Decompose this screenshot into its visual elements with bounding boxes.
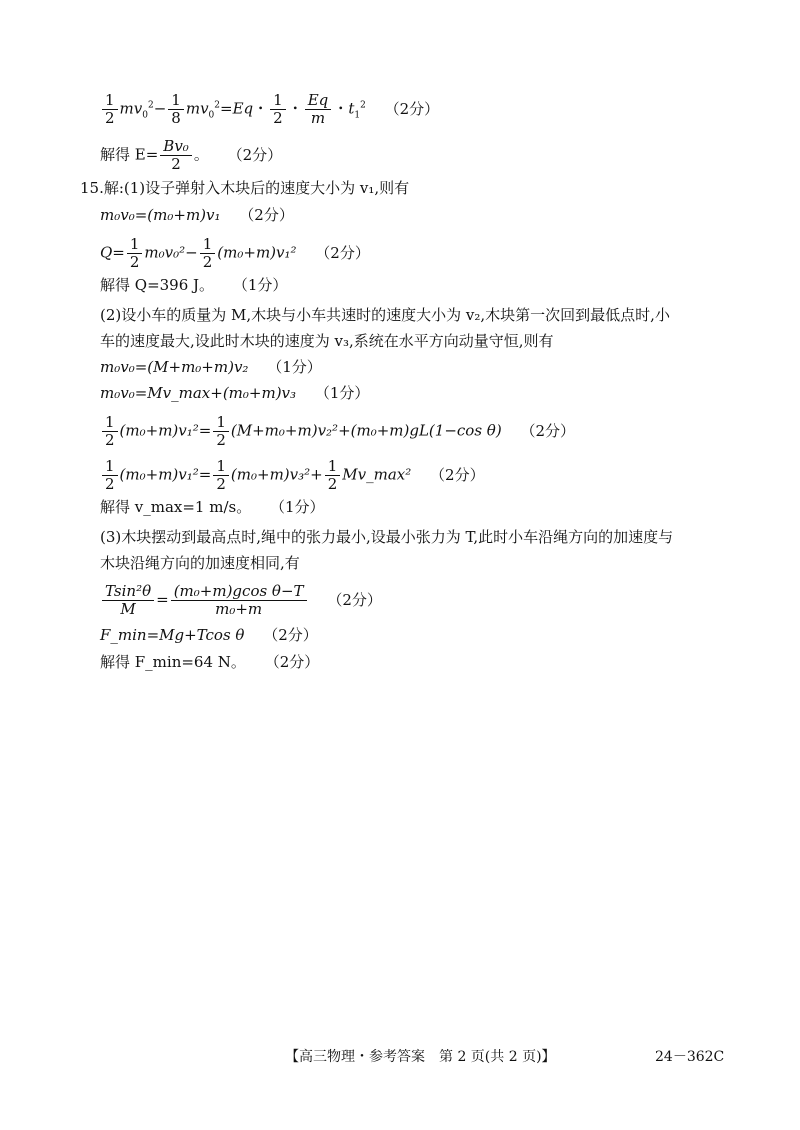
numerator: 1	[168, 92, 184, 110]
fraction	[171, 583, 307, 618]
equation-text: Mv_max²	[342, 465, 412, 484]
numerator: 1	[213, 458, 229, 476]
equation-heat	[100, 236, 370, 271]
question-15-heading: 15.解:(1)设子弹射入木块后的速度大小为 v₁,则有	[80, 179, 410, 197]
solution-line-q	[100, 275, 287, 295]
fraction	[213, 414, 229, 449]
fraction	[127, 236, 143, 271]
score-label: （1分）	[232, 276, 288, 294]
part-3-text-1: (3)木块摆动到最高点时,绳中的张力最小,设最小张力为 T,此时小车沿绳方向的加速度与	[100, 528, 674, 546]
numerator: 1	[200, 236, 216, 254]
fraction	[270, 92, 286, 127]
numerator: 1	[127, 236, 143, 254]
denominator: 2	[105, 431, 115, 449]
equation-text: m₀v₀=Mv_max+(m₀+m)v₃	[100, 384, 297, 402]
solution-text: 解得 F_min=64 N。	[100, 653, 246, 671]
score-label: （2分）	[263, 626, 318, 644]
equation-text: (m₀+m)v₁²=	[119, 465, 212, 484]
score-label: （2分）	[384, 99, 440, 118]
score-label: （2分）	[264, 653, 320, 671]
score-label: （2分）	[227, 145, 283, 164]
numerator: 1	[102, 458, 118, 476]
numerator: 1	[213, 414, 229, 432]
equation-tension	[100, 583, 382, 618]
score-label: （1分）	[270, 498, 325, 516]
fraction	[102, 92, 118, 127]
fraction	[160, 138, 192, 173]
equation-text: m₀v₀²−	[144, 243, 198, 262]
equation-energy-2	[100, 458, 485, 493]
equation-text: m₀v₀=(M+m₀+m)v₂	[100, 358, 249, 376]
numerator: 1	[325, 458, 341, 476]
fraction	[213, 458, 229, 493]
solution-text: 解得 E=	[100, 145, 159, 164]
denominator: 2	[216, 431, 226, 449]
fraction	[102, 414, 118, 449]
fraction	[200, 236, 216, 271]
equation-text: Q=	[100, 243, 125, 262]
equation-line-1: $\frac{1}{2}$ $mv_0^2-$ $\frac{1}{8}$ $mv_0^2=Eq$・ $\frac{1}{2}$ ・ $\frac{Eq}{m}$ ・$t_1^2$ （2分）	[100, 92, 439, 127]
solution-line-e	[100, 138, 282, 173]
equation-momentum-2	[100, 357, 322, 377]
denominator: 2	[202, 253, 213, 271]
equation-momentum-3	[100, 383, 369, 403]
equation-text: m₀v₀=(m₀+m)v₁	[100, 206, 221, 224]
score-label: （2分）	[430, 465, 485, 484]
part-3-text-2: 木块沿绳方向的加速度相同,有	[100, 554, 300, 572]
score-label: （1分）	[267, 358, 322, 376]
numerator: 1	[270, 92, 286, 110]
equation-energy-1	[100, 414, 575, 449]
solution-text: 解得 v_max=1 m/s。	[100, 498, 252, 516]
numerator: Eq	[305, 92, 332, 110]
solution-line-fmin	[100, 652, 319, 672]
equation-text: F_min=Mg+Tcos θ	[100, 626, 245, 644]
part-2-text-1: (2)设小车的质量为 M,木块与小车共速时的速度大小为 v₂,木块第一次回到最低点时,小	[100, 306, 670, 324]
solution-text: 解得 Q=396 J。	[100, 276, 215, 294]
part-2-text-2: 车的速度最大,设此时木块的速度为 v₃,系统在水平方向动量守恒,则有	[100, 332, 554, 350]
denominator: 2	[171, 155, 181, 173]
score-label: （2分）	[520, 421, 576, 440]
numerator: (m₀+m)gcos θ−T	[171, 583, 307, 601]
equation-text: (m₀+m)v₁²	[217, 243, 297, 262]
numerator: Bv₀	[160, 138, 192, 156]
fraction	[168, 92, 184, 127]
period: 。	[193, 145, 209, 164]
page-footer-title: 【高三物理・参考答案 第 2 页(共 2 页)】	[285, 1049, 556, 1065]
equation-text: (m₀+m)v₁²=	[119, 421, 212, 440]
score-label: （2分）	[315, 243, 370, 262]
equation-fmin	[100, 625, 318, 645]
numerator: 1	[102, 92, 118, 110]
equation-text: (m₀+m)v₃²+	[230, 465, 323, 484]
score-label: （1分）	[314, 384, 370, 402]
fraction	[325, 458, 341, 493]
page-footer-code: 24－362C	[655, 1049, 725, 1065]
numerator: 1	[102, 414, 118, 432]
solution-line-vmax	[100, 497, 325, 517]
fraction	[102, 458, 118, 493]
equals-sign: =	[156, 590, 169, 609]
score-label: （2分）	[239, 206, 294, 224]
fraction	[102, 583, 154, 618]
denominator: 2	[105, 109, 115, 127]
denominator: 2	[327, 475, 338, 493]
denominator: 2	[273, 109, 283, 127]
denominator: m₀+m	[215, 600, 263, 618]
denominator: 2	[216, 475, 226, 493]
equation-text: (M+m₀+m)v₂²+(m₀+m)gL(1−cos θ)	[230, 421, 502, 440]
denominator: 2	[129, 253, 140, 271]
denominator: 8	[171, 109, 181, 127]
fraction	[305, 92, 332, 127]
numerator: Tsin²θ	[102, 583, 154, 601]
score-label: （2分）	[327, 590, 382, 609]
denominator: 2	[105, 475, 115, 493]
denominator: m	[310, 109, 326, 127]
denominator: M	[120, 600, 136, 618]
equation-momentum-1	[100, 205, 294, 225]
